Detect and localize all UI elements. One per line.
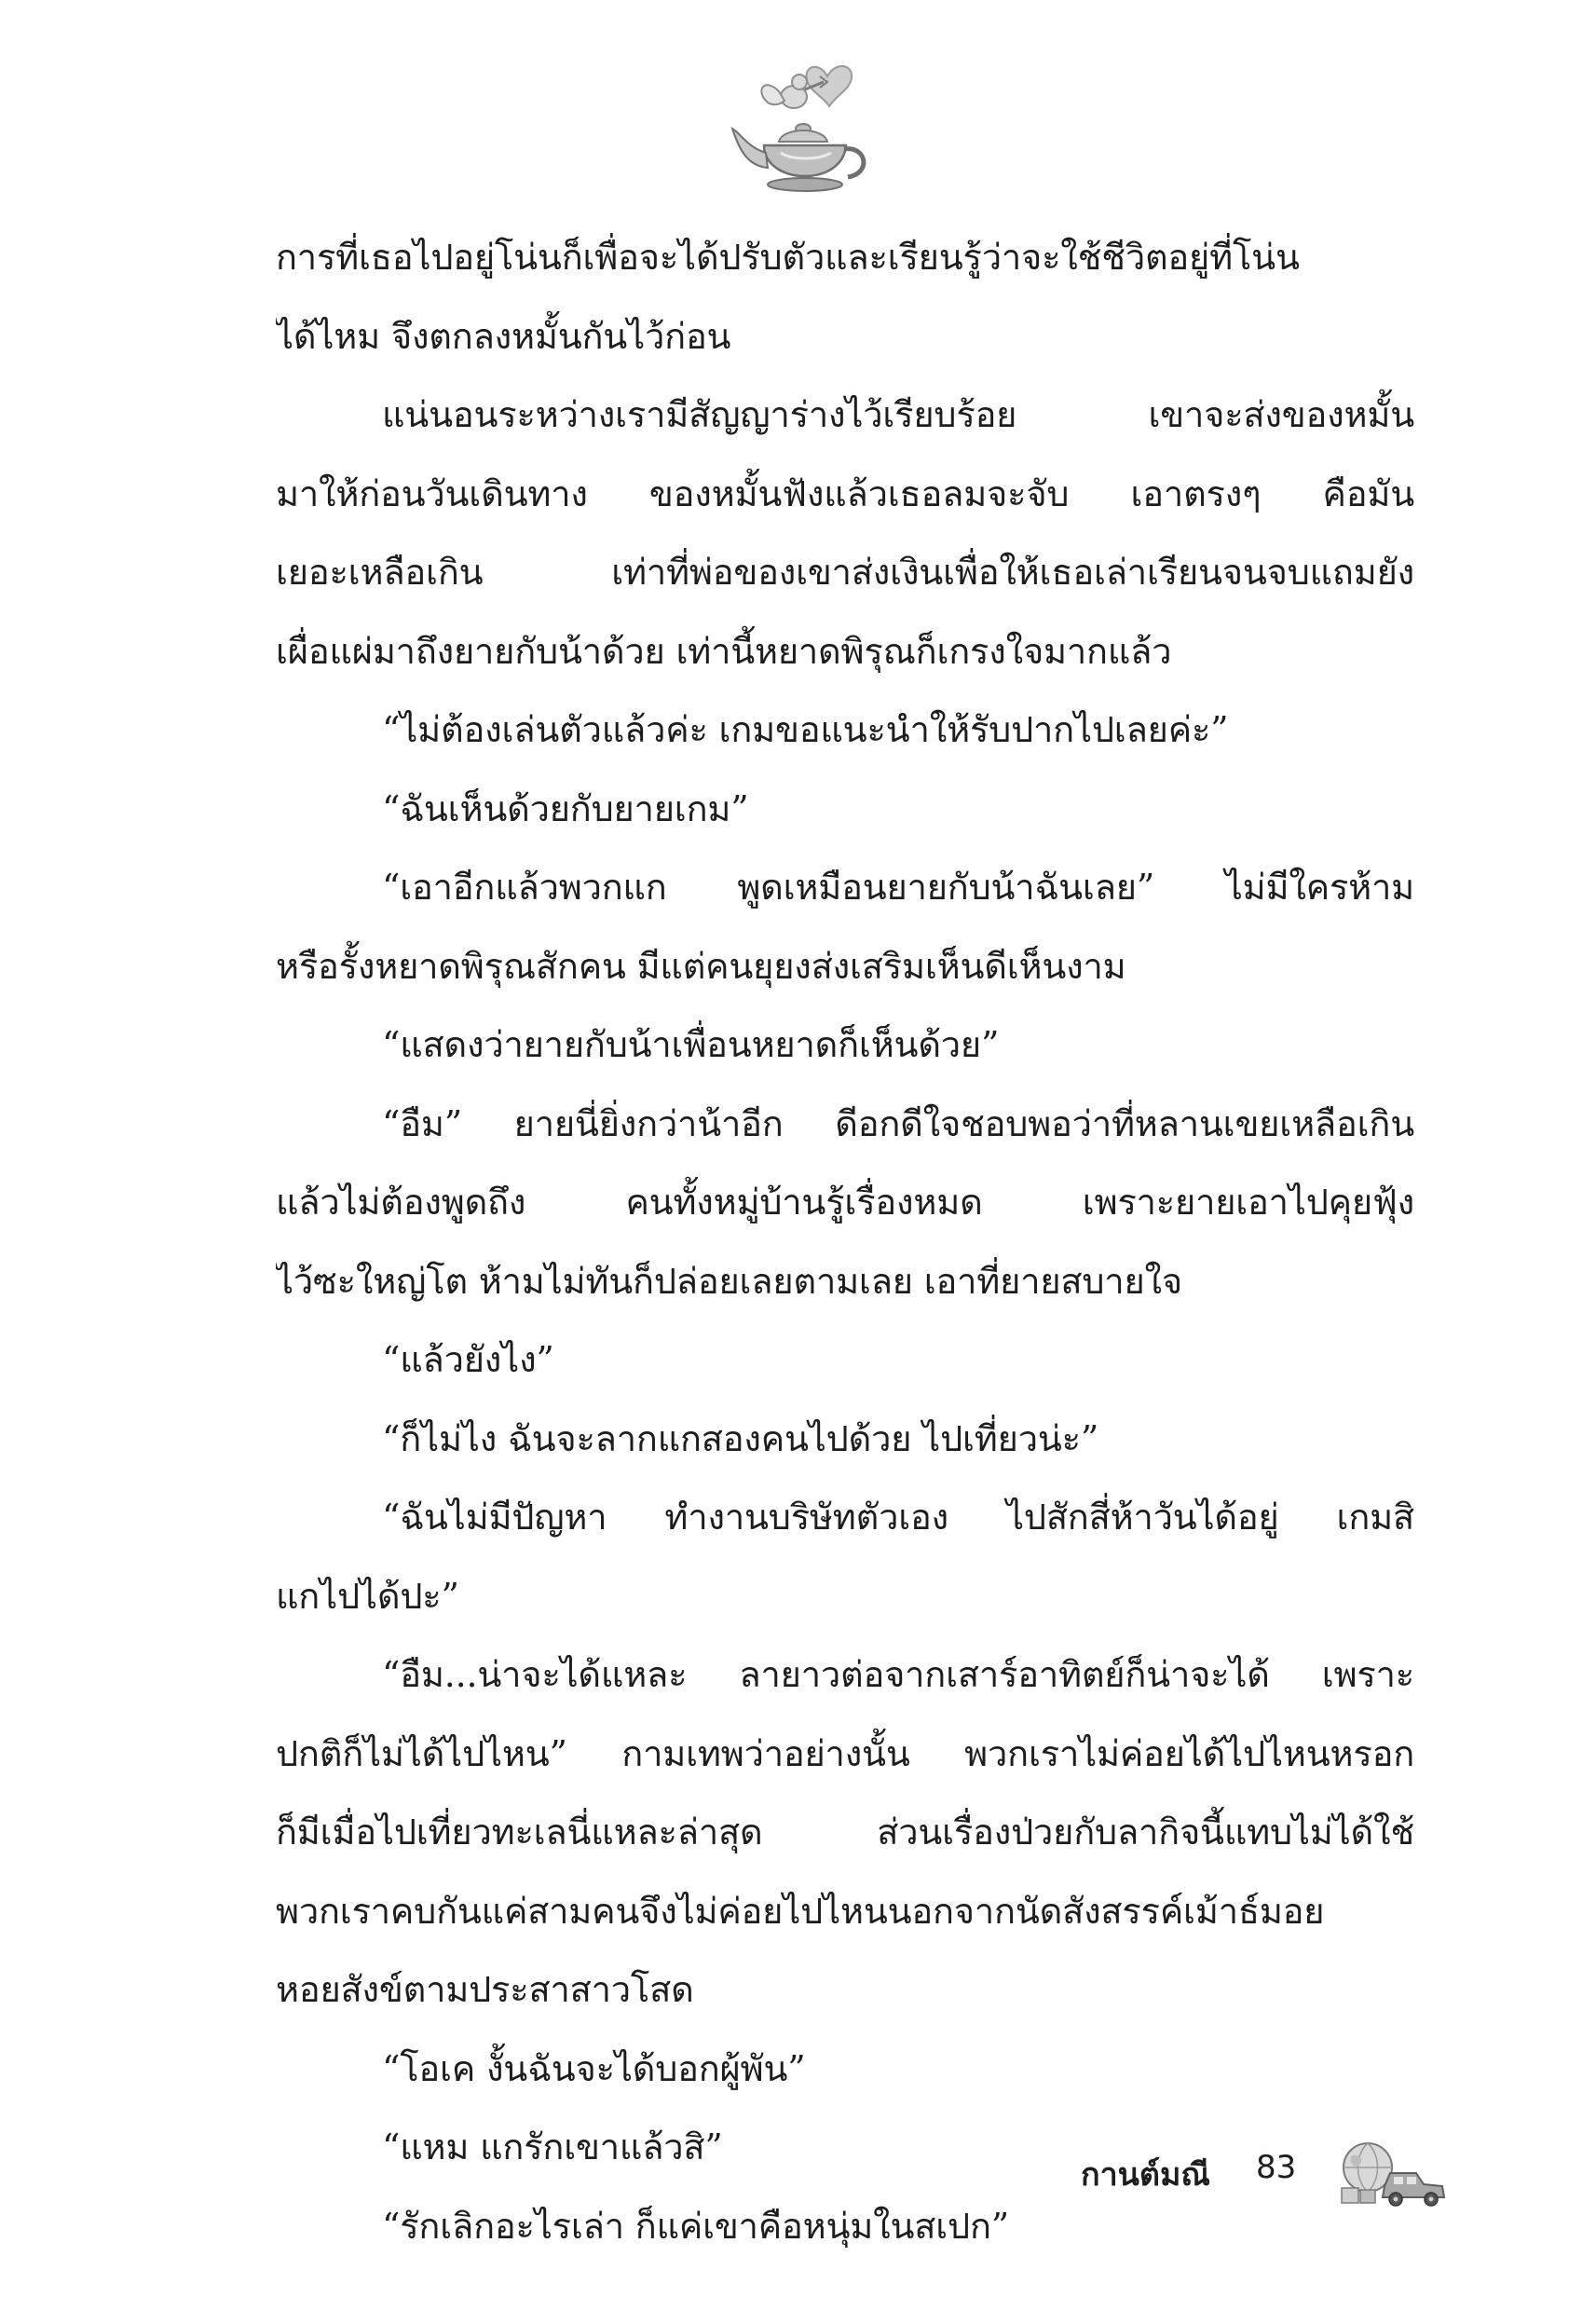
text-line: ก็มีเมื่อไปเที่ยวทะเลนี่แหละล่าสุด ส่วนเรื่องป่วยกับลากิจนี้แทบไม่ได้ใช้ bbox=[276, 1812, 1414, 1853]
text-line: ไว้ซะใหญ่โต ห้ามไม่ทันก็ปล่อยเลยตามเลย เอาที่ยายสบายใจ bbox=[276, 1260, 1182, 1302]
text-line: “โอเค งั้นฉันจะได้บอกผู้พัน” bbox=[382, 2047, 806, 2089]
text-line: มาให้ก่อนวันเดินทาง ของหมั้นฟังแล้วเธอลมจะจับ เอาตรงๆ คือมัน bbox=[276, 472, 1414, 514]
text-line: ได้ไหม จึงตกลงหมั้นกันไว้ก่อน bbox=[276, 315, 731, 357]
text-line: เยอะเหลือเกิน เท่าที่พ่อของเขาส่งเงินเพื่อให้เธอเล่าเรียนจนจบแถมยัง bbox=[276, 552, 1414, 593]
text-line: แล้วไม่ต้องพูดถึง คนทั้งหมู่บ้านรู้เรื่องหมด เพราะยายเอาไปคุยฟุ้ง bbox=[276, 1182, 1414, 1223]
globe-and-toy-car-icon bbox=[1330, 2136, 1450, 2208]
text-line: “แหม แกรักเขาแล้วสิ” bbox=[382, 2126, 723, 2167]
text-line: “ฉันไม่มีปัญหา ทำงานบริษัทตัวเอง ไปสักสี่ห้าวันได้อยู่ เกมสิ bbox=[382, 1497, 1414, 1538]
text-line: “แสดงว่ายายกับน้าเพื่อนหยาดก็เห็นด้วย” bbox=[382, 1024, 1000, 1065]
text-line: “อืม” ยายนี่ยิ่งกว่าน้าอีก ดีอกดีใจชอบพอว่าที่หลานเขยเหลือเกิน bbox=[382, 1102, 1414, 1144]
text-line: “เอาอีกแล้วพวกแก พูดเหมือนยายกับน้าฉันเลย” ไม่มีใครห้าม bbox=[382, 867, 1414, 908]
page-number: 83 bbox=[1256, 2149, 1297, 2186]
text-line: พวกเราคบกันแค่สามคนจึงไม่ค่อยไปไหนนอกจากนัดสังสรรค์เม้าธ์มอย bbox=[276, 1890, 1325, 1932]
page-footer bbox=[1062, 2136, 1453, 2210]
text-line: แกไปได้ปะ” bbox=[276, 1575, 459, 1617]
text-line: “แล้วยังไง” bbox=[382, 1339, 554, 1380]
text-line: ปกติก็ไม่ได้ไปไหน” กามเทพว่าอย่างนั้น พวกเราไม่ค่อยได้ไปไหนหรอก bbox=[276, 1732, 1414, 1774]
text-line: “อืม...น่าจะได้แหละ ลายาวต่อจากเสาร์อาทิตย์ก็น่าจะได้ เพราะ bbox=[382, 1654, 1414, 1695]
text-line: หรือรั้งหยาดพิรุณสักคน มีแต่คนยุยงส่งเสริมเห็นดีเห็นงาม bbox=[276, 945, 1126, 987]
running-title: กานต์มณี bbox=[1081, 2156, 1210, 2194]
text-line: แน่นอนระหว่างเรามีสัญญาร่างไว้เรียบร้อย เขาจะส่งของหมั้น bbox=[382, 394, 1414, 435]
text-line: หอยสังข์ตามประสาสาวโสด bbox=[276, 1969, 694, 2010]
text-line: “รักเลิกอะไรเล่า ก็แค่เขาคือหนุ่มในสเปก” bbox=[382, 2205, 1009, 2247]
teapot-with-cupid-icon bbox=[727, 48, 876, 207]
text-line: “ฉันเห็นด้วยกับยายเกม” bbox=[382, 787, 749, 829]
body-text bbox=[276, 218, 1414, 2265]
text-line: การที่เธอไปอยู่โน่นก็เพื่อจะได้ปรับตัวและเรียนรู้ว่าจะใช้ชีวิตอยู่ที่โน่น bbox=[276, 237, 1300, 278]
text-line: “ไม่ต้องเล่นตัวแล้วค่ะ เกมขอแนะนำให้รับปากไปเลยค่ะ” bbox=[382, 709, 1229, 750]
text-line: “ก็ไม่ไง ฉันจะลากแกสองคนไปด้วย ไปเที่ยวน่ะ” bbox=[382, 1417, 1099, 1459]
text-line: เผื่อแผ่มาถึงยายกับน้าด้วย เท่านี้หยาดพิรุณก็เกรงใจมากแล้ว bbox=[276, 630, 1172, 672]
